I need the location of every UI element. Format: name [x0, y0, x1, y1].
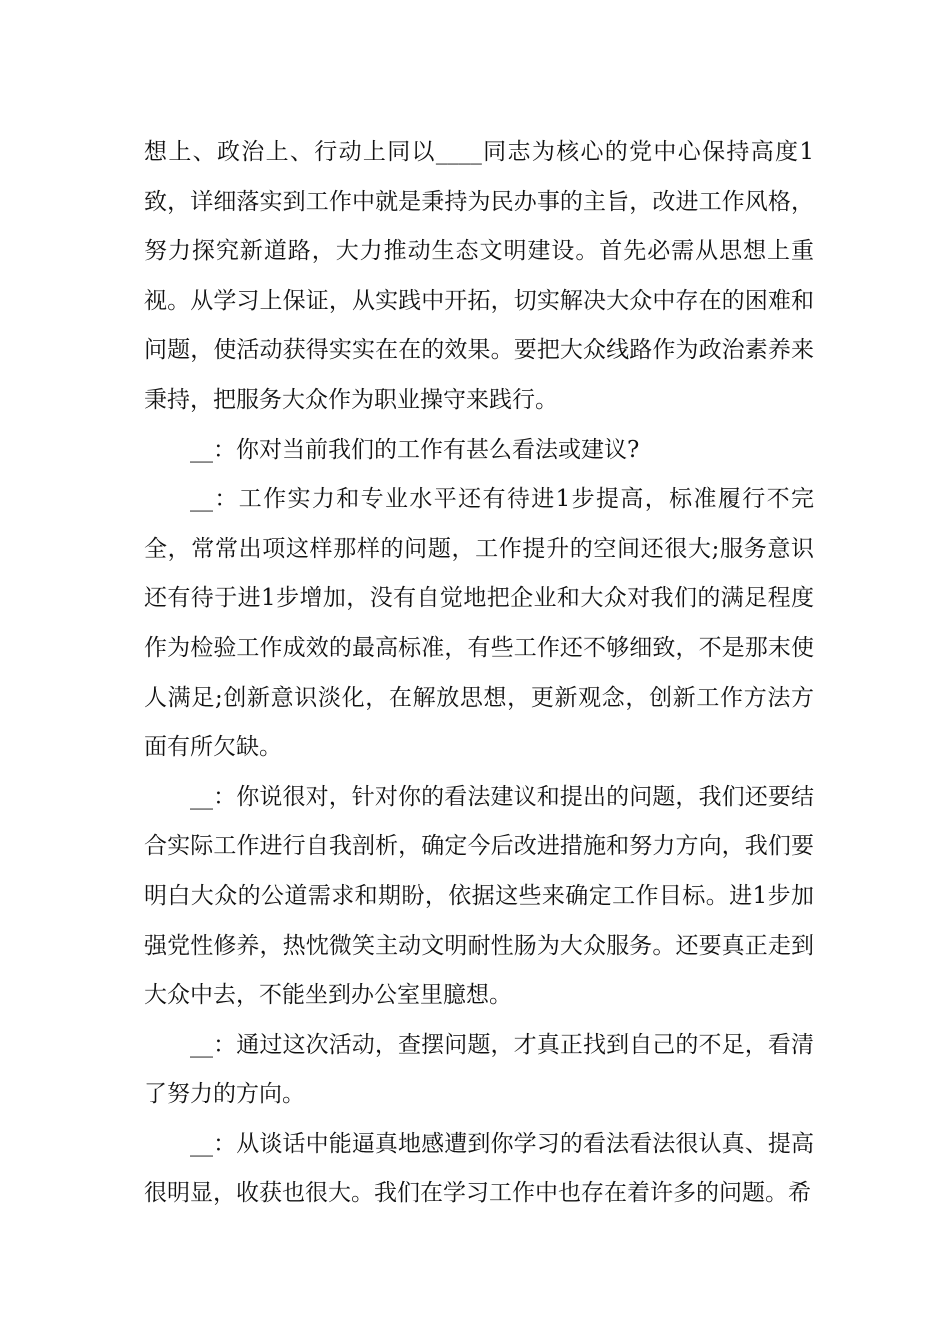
document-body — [144, 128, 814, 1219]
paragraph-question: __：你对当前我们的工作有甚么看法或建议? — [190, 436, 640, 463]
paragraph-reflection: __：通过这次活动，查摆问题，才真正找到自己的不足，看清了努力的方向。 — [144, 1031, 814, 1108]
paragraph-continuation: 想上、政治上、行动上同以____同志为核心的党中心保持高度1致，详细落实到工作中就是秉持为民办事的主旨，改进工作风格，努力探究新道路，大力推动生态文明建设。首先必需从思想上重视。从学习上保证，从实践中开拓，切实解决大众中存在的困难和问题，使活动获得实实在在的效果。要把大众线路作为政治素养来秉持，把服务大众作为职业操守来践行。 — [144, 139, 814, 413]
paragraph-answer-shortcomings: __：工作实力和专业水平还有待进1步提高，标准履行不完全，常常出项这样那样的问题，工作提升的空间还很大;服务意识还有待于进1步增加，没有自觉地把企业和大众对我们的满足程度作为检验工作成效的最高标准，有些工作还不够细致，不是那末使人满足;创新意识淡化，在解放思想，更新观念，创新工作方法方面有所欠缺。 — [144, 486, 814, 761]
paragraph-feedback: __：从谈话中能逼真地感遭到你学习的看法看法很认真、提高很明显，收获也很大。我们在学习工作中也存在着许多的问题。希 — [144, 1130, 814, 1207]
paragraph-response-improvement: __：你说很对，针对你的看法建议和提出的问题，我们还要结合实际工作进行自我剖析，确定今后改进措施和努力方向，我们要明白大众的公道需求和期盼，依据这些来确定工作目标。进1步加强党性修养，热忱微笑主动文明耐性肠为大众服务。还要真正走到大众中去，不能坐到办公室里臆想。 — [144, 783, 814, 1009]
